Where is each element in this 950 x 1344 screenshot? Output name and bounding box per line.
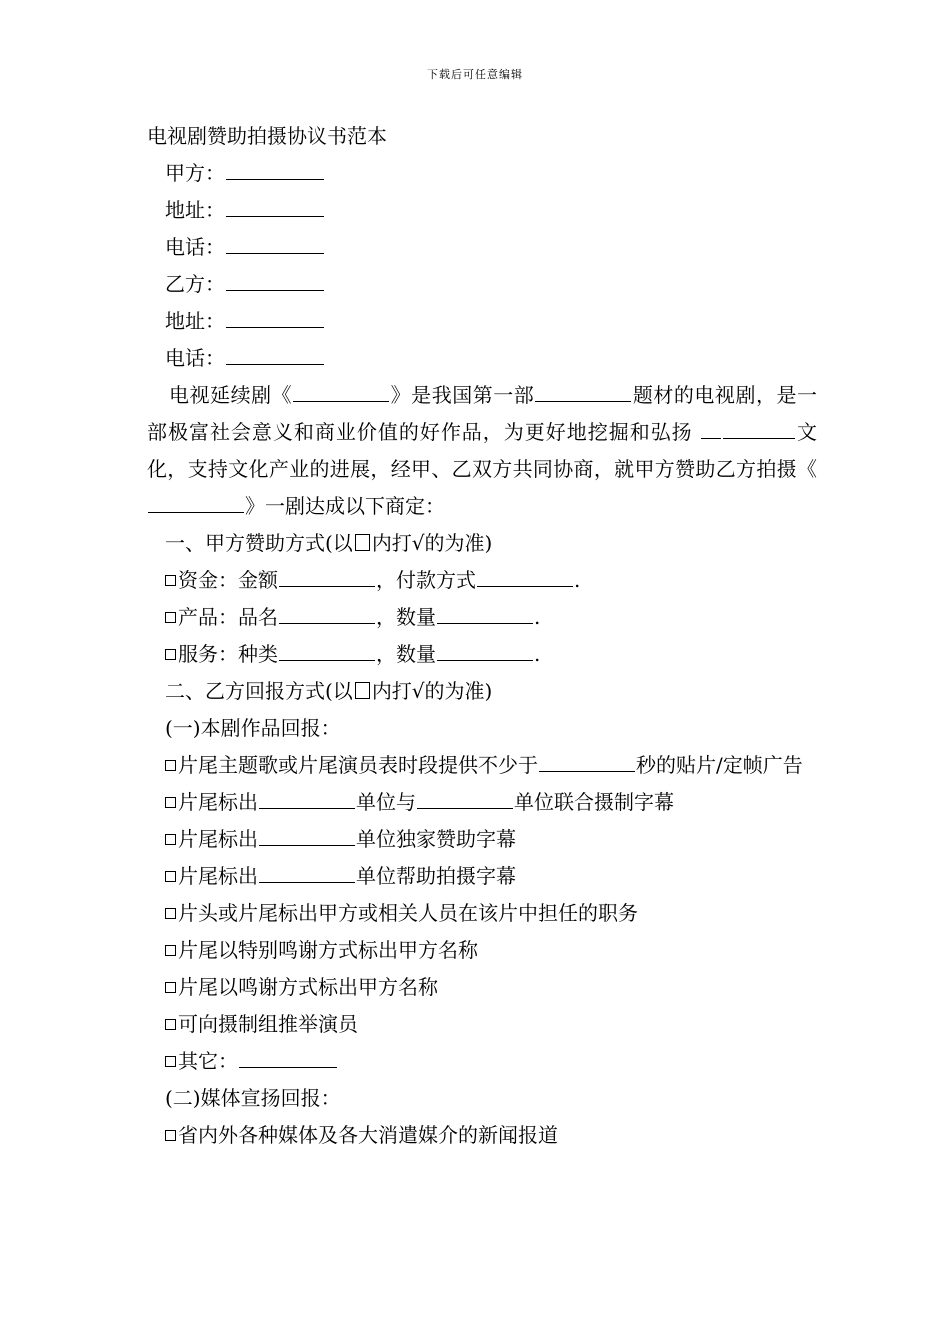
period: .: [574, 568, 581, 592]
theme-blank: [535, 381, 631, 402]
intro-paragraph: [147, 377, 817, 525]
drama-name-blank-2: [148, 492, 244, 513]
checkbox-icon[interactable]: [165, 945, 176, 956]
item-3-text-a: 片尾标出: [178, 827, 258, 851]
fund-label: 资金：金额: [178, 568, 278, 592]
address-a-blank: [226, 196, 324, 217]
item-7-text: 片尾以鸣谢方式标出甲方名称: [178, 975, 438, 999]
checkbox-icon[interactable]: [165, 908, 176, 919]
subsection-1-title: (一)本剧作品回报：: [165, 716, 341, 740]
product-option: [147, 599, 817, 636]
checkbox-icon[interactable]: [165, 760, 176, 771]
culture-blank-2: [723, 418, 795, 439]
party-a-line: [147, 155, 817, 192]
section-1-title-b: 内打√的为准): [371, 531, 493, 555]
checkbox-icon[interactable]: [165, 797, 176, 808]
unit-blank-3: [259, 825, 355, 846]
intro-text-5: 文化，支持文化产业的进展，经甲、乙双方共同协商，就甲方赞助乙方拍摄《: [147, 420, 818, 481]
intro-text-3: 题材的电视剧，: [632, 383, 777, 407]
item-10: [147, 1117, 817, 1154]
intro-text-2: 》是我国第一部: [390, 383, 535, 407]
other-blank: [239, 1047, 337, 1068]
item-7: [147, 969, 817, 1006]
checkbox-icon[interactable]: [165, 1019, 176, 1030]
item-1-text-a: 片尾主题歌或片尾演员表时段提供不少于: [178, 753, 538, 777]
item-2-text-b: 单位与: [356, 790, 416, 814]
drama-name-blank: [293, 381, 389, 402]
culture-blank-1: [701, 418, 721, 439]
item-9-text: 其它：: [178, 1049, 238, 1073]
item-2-text-c: 单位联合摄制字幕: [514, 790, 674, 814]
service-label: 服务：种类: [178, 642, 278, 666]
fund-option: [147, 562, 817, 599]
phone-a-label: 电话：: [165, 235, 225, 259]
service-qty-label: ，数量: [376, 642, 436, 666]
item-9: [147, 1043, 817, 1080]
phone-b-line: [147, 340, 817, 377]
intro-text-4: 是一部极富社会意义和商业价值的好作品，为更好地挖掘和弘扬: [147, 383, 818, 444]
subsection-2-title: (二)媒体宣扬回报：: [165, 1086, 341, 1110]
checkbox-icon[interactable]: [165, 871, 176, 882]
item-1-text-b: 秒的贴片/定帧广告: [636, 753, 803, 777]
service-qty-blank: [437, 640, 533, 661]
address-b-line: [147, 303, 817, 340]
address-a-label: 地址：: [165, 198, 225, 222]
intro-text-6: 》一剧达成以下商定：: [245, 494, 445, 518]
intro-text-1: 电视延续剧《: [169, 383, 293, 407]
item-6-text: 片尾以特别鸣谢方式标出甲方名称: [178, 938, 478, 962]
party-b-line: [147, 266, 817, 303]
party-a-label: 甲方：: [165, 161, 225, 185]
document-title: 电视剧赞助拍摄协议书范本: [147, 124, 387, 148]
section-1-title-a: 一、甲方赞助方式(以: [165, 531, 353, 555]
item-3: [147, 821, 817, 858]
section-2-title: [147, 673, 817, 710]
product-label: 产品：品名: [178, 605, 278, 629]
checkbox-icon[interactable]: [165, 649, 176, 660]
period: .: [534, 605, 541, 629]
phone-b-blank: [226, 344, 324, 365]
fund-payment-label: ，付款方式: [376, 568, 476, 592]
unit-blank-1: [259, 788, 355, 809]
item-2-text-a: 片尾标出: [178, 790, 258, 814]
item-6: [147, 932, 817, 969]
period: .: [534, 642, 541, 666]
address-a-line: [147, 192, 817, 229]
phone-b-label: 电话：: [165, 346, 225, 370]
document-body: [147, 118, 817, 1154]
item-4-text-b: 单位帮助拍摄字幕: [356, 864, 516, 888]
service-type-blank: [279, 640, 375, 661]
checkbox-icon: [355, 534, 370, 551]
item-5: [147, 895, 817, 932]
service-option: [147, 636, 817, 673]
address-b-blank: [226, 307, 324, 328]
phone-a-line: [147, 229, 817, 266]
checkbox-icon[interactable]: [165, 612, 176, 623]
item-4-text-a: 片尾标出: [178, 864, 258, 888]
section-1-title: [147, 525, 817, 562]
checkbox-icon[interactable]: [165, 1056, 176, 1067]
item-2: [147, 784, 817, 821]
item-3-text-b: 单位独家赞助字幕: [356, 827, 516, 851]
item-4: [147, 858, 817, 895]
party-a-blank: [226, 159, 324, 180]
product-name-blank: [279, 603, 375, 624]
section-2-title-a: 二、乙方回报方式(以: [165, 679, 353, 703]
product-qty-label: ，数量: [376, 605, 436, 629]
item-8: [147, 1006, 817, 1043]
fund-amount-blank: [279, 566, 375, 587]
checkbox-icon[interactable]: [165, 1130, 176, 1141]
unit-blank-2: [417, 788, 513, 809]
checkbox-icon[interactable]: [165, 575, 176, 586]
fund-payment-blank: [477, 566, 573, 587]
party-b-label: 乙方：: [165, 272, 225, 296]
item-1: [147, 747, 817, 784]
checkbox-icon[interactable]: [165, 834, 176, 845]
party-b-blank: [226, 270, 324, 291]
seconds-blank: [539, 751, 635, 772]
unit-blank-4: [259, 862, 355, 883]
checkbox-icon: [355, 682, 370, 699]
product-qty-blank: [437, 603, 533, 624]
item-5-text: 片头或片尾标出甲方或相关人员在该片中担任的职务: [178, 901, 638, 925]
page-header: 下载后可任意编辑: [427, 68, 523, 81]
phone-a-blank: [226, 233, 324, 254]
item-8-text: 可向摄制组推举演员: [178, 1012, 358, 1036]
checkbox-icon[interactable]: [165, 982, 176, 993]
item-10-text: 省内外各种媒体及各大消遣媒介的新闻报道: [178, 1123, 558, 1147]
address-b-label: 地址：: [165, 309, 225, 333]
section-2-title-b: 内打√的为准): [371, 679, 493, 703]
